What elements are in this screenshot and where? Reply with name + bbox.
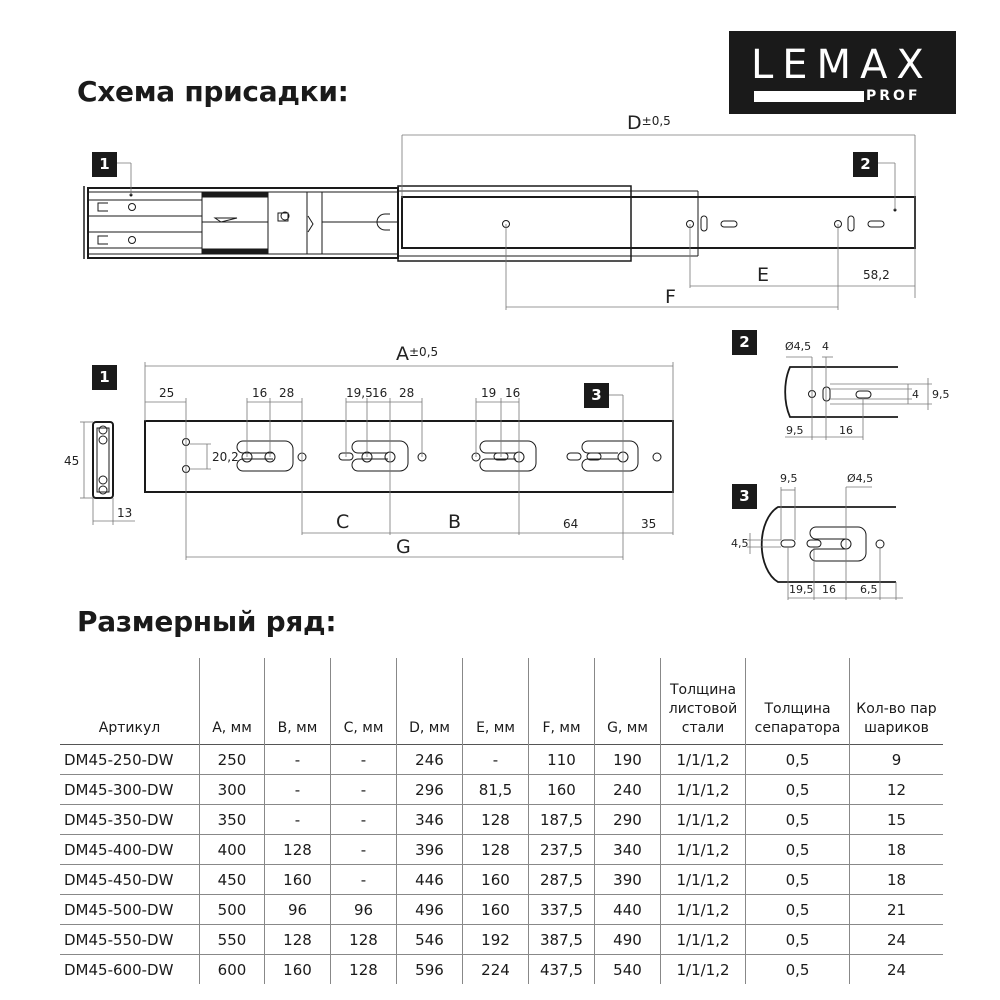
- dim-28a-label: 28: [279, 386, 295, 400]
- section-title-scheme: Схема присадки:: [77, 75, 349, 108]
- logo-brand: LEMAX: [751, 42, 933, 88]
- dim-16b-label: 16: [372, 386, 388, 400]
- table-row: DM45-500-DW 500 96 96 496 160 337,5 440 1/1/1,2 0,5 21: [60, 895, 943, 925]
- front-profile-view: [93, 422, 113, 498]
- table-row: DM45-250-DW 250 - - 246 - 110 190 1/1/1,2 0,5 9: [60, 745, 943, 775]
- dim-19-5-offset: 19,5: [789, 583, 814, 596]
- dim-A-label: $A^{\pm 0,5}$: [396, 343, 439, 365]
- dim-4-height: 4: [912, 388, 919, 401]
- table-row: DM45-550-DW 550 128 128 546 192 387,5 490 1/1/1,2 0,5 24: [60, 925, 943, 955]
- dim-4-width: 4: [822, 340, 829, 353]
- dim-16a-label: 16: [252, 386, 268, 400]
- dim-25-label: 25: [159, 386, 175, 400]
- dim-diam-4-5-d3: Ø4,5: [847, 472, 874, 485]
- dim-C-label: C: [336, 511, 350, 533]
- logo-sub: PROF: [866, 88, 921, 104]
- table-header-row: [60, 658, 943, 745]
- col-C: C, мм: [331, 658, 397, 745]
- col-E: E, мм: [463, 658, 529, 745]
- badge-1-front: 1: [92, 365, 117, 390]
- dim-19-label: 19: [481, 386, 497, 400]
- dim-16c-label: 16: [505, 386, 521, 400]
- col-B: B, мм: [265, 658, 331, 745]
- col-F: F, мм: [529, 658, 595, 745]
- badge-2-top: 2: [853, 152, 878, 177]
- dim-diam-4-5: Ø4,5: [785, 340, 812, 353]
- badge-2-detail: 2: [732, 330, 757, 355]
- dim-G-label: G: [396, 536, 411, 558]
- detail-2-drawing: [785, 367, 898, 417]
- col-separator-thickness: Толщина сепаратора: [746, 658, 850, 745]
- table-row: DM45-350-DW 350 - - 346 128 187,5 290 1/1/1,2 0,5 15: [60, 805, 943, 835]
- dim-F-label: F: [665, 286, 676, 308]
- badge-3-detail: 3: [732, 484, 757, 509]
- col-A: A, мм: [200, 658, 265, 745]
- dim-E-label: E: [757, 264, 770, 286]
- table-row: DM45-450-DW 450 160 - 446 160 287,5 390 1/1/1,2 0,5 18: [60, 865, 943, 895]
- dim-13-label: 13: [117, 506, 133, 520]
- col-article: Артикул: [98, 720, 161, 736]
- dim-19-5-label: 19,5: [346, 386, 373, 400]
- dim-9-5-height: 9,5: [932, 388, 950, 401]
- dim-4-5-height: 4,5: [731, 537, 749, 550]
- dim-35-label: 35: [641, 517, 657, 531]
- top-view-rail: [84, 186, 915, 261]
- dim-28b-label: 28: [399, 386, 415, 400]
- dim-6-5-offset: 6,5: [860, 583, 878, 596]
- table-row: DM45-600-DW 600 160 128 596 224 437,5 540 1/1/1,2 0,5 24: [60, 955, 943, 985]
- dim-58-2-label: 58,2: [863, 268, 890, 282]
- size-table: [60, 658, 943, 984]
- table-row: DM45-300-DW 300 - - 296 81,5 160 240 1/1/1,2 0,5 12: [60, 775, 943, 805]
- dim-16-offset: 16: [839, 424, 853, 437]
- dim-B-label: B: [448, 511, 462, 533]
- col-steel-thickness: Толщина листовой стали: [661, 658, 746, 745]
- detail-3-drawing: [762, 507, 896, 582]
- dim-45-label: 45: [64, 454, 80, 468]
- badge-1-top: 1: [92, 152, 117, 177]
- col-D: D, мм: [397, 658, 463, 745]
- badge-3-inner: 3: [584, 383, 609, 408]
- col-G: G, мм: [595, 658, 661, 745]
- section-title-sizes: Размерный ряд:: [77, 605, 337, 638]
- dim-D-label: $D^{\pm 0,5}$: [627, 112, 671, 134]
- dim-64-label: 64: [563, 517, 579, 531]
- dim-9-5-offset: 9,5: [786, 424, 804, 437]
- col-ball-pairs: Кол-во пар шариков: [850, 658, 944, 745]
- dim-20-2-label: 20,2: [212, 450, 239, 464]
- table-row: DM45-400-DW 400 128 - 396 128 237,5 340 1/1/1,2 0,5 18: [60, 835, 943, 865]
- dim-16-offset-d3: 16: [822, 583, 836, 596]
- dim-9-5-width: 9,5: [780, 472, 798, 485]
